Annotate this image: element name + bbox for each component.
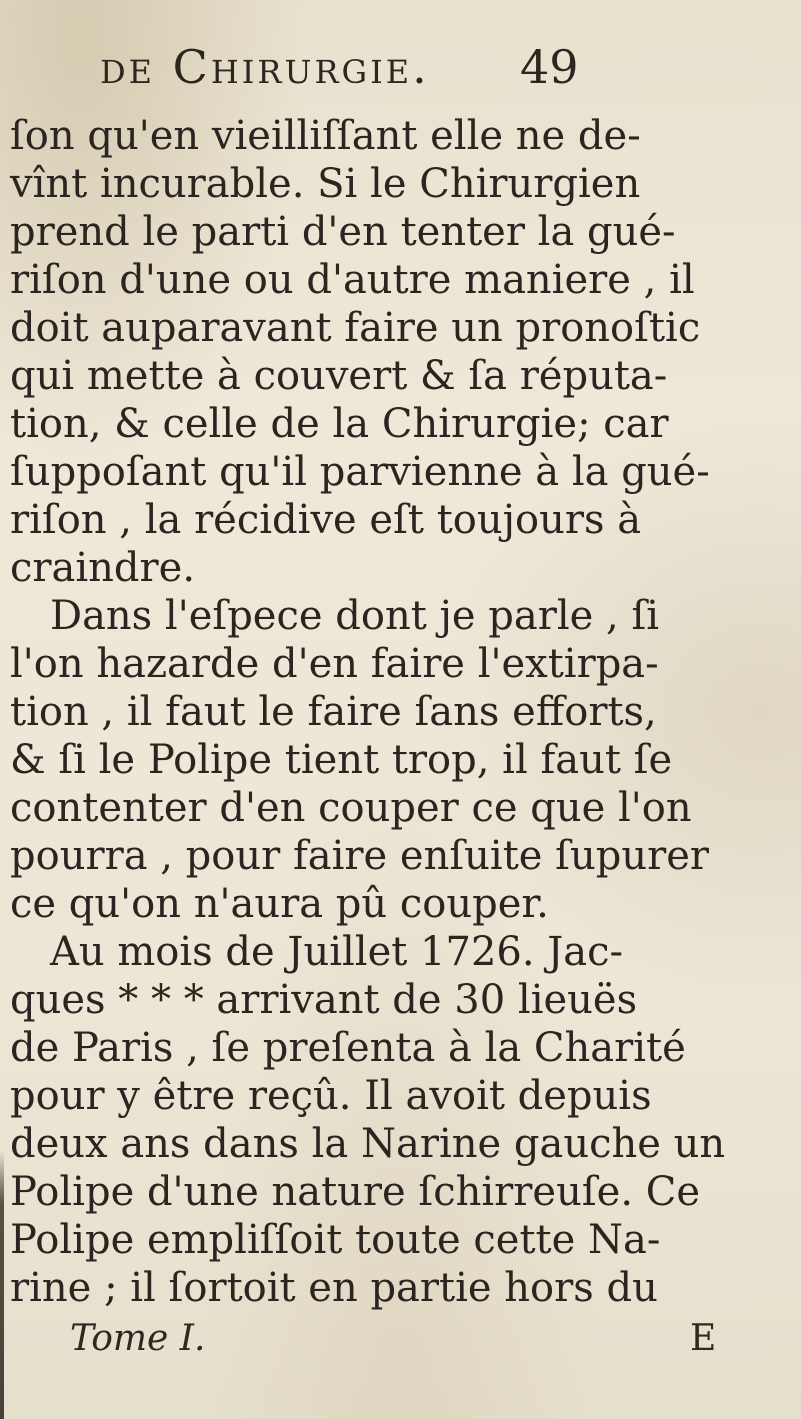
page-footer <box>0 1318 801 1368</box>
page-edge-shadow <box>0 1150 4 1419</box>
running-title: de Chirurgie. <box>100 40 430 94</box>
text-line: deux ans dans la Narine gauche un <box>10 1121 726 1167</box>
text-line: ce qu'on n'aura pû couper. <box>10 881 549 927</box>
text-line: doit auparavant faire un pronoſtic <box>10 305 701 351</box>
text-line: riſon , la récidive eſt toujours à <box>10 497 642 543</box>
text-line: & ſi le Polipe tient trop, il faut ſe <box>10 737 673 783</box>
text-line: pourra , pour faire enſuite ſupurer <box>10 833 710 879</box>
text-line: Polipe d'une nature ſchirreuſe. Ce <box>10 1169 701 1215</box>
text-line: l'on hazarde d'en faire l'extirpa- <box>10 641 659 687</box>
text-line: pour y être reçû. Il avoit depuis <box>10 1073 652 1119</box>
text-line: de Paris , ſe preſenta à la Charité <box>10 1025 686 1071</box>
text-line: tion , il faut le faire ſans efforts, <box>10 689 657 735</box>
text-line: contenter d'en couper ce que l'on <box>10 785 692 831</box>
paragraph-first-line: Dans l'eſpece dont je parle , ſi <box>50 593 660 639</box>
text-line: tion, & celle de la Chirurgie; car <box>10 401 669 447</box>
text-line: Polipe empliſſoit toute cette Na- <box>10 1217 661 1263</box>
text-line: ſuppoſant qu'il parvienne à la gué- <box>10 449 710 495</box>
paragraph-first-line: Au mois de Juillet 1726. Jac- <box>50 929 624 975</box>
page-header <box>0 40 801 102</box>
text-line: craindre. <box>10 545 196 591</box>
text-line: qui mette à couvert & ſa réputa- <box>10 353 668 399</box>
page-number: 49 <box>520 40 579 94</box>
signature-mark: E <box>690 1318 717 1359</box>
text-line: vînt incurable. Si le Chirurgien <box>10 161 641 207</box>
text-line: ſon qu'en vieilliſſant elle ne de- <box>10 113 641 159</box>
text-line: rine ; il ſortoit en partie hors du <box>10 1265 658 1311</box>
text-line: ques * * * arrivant de 30 lieuës <box>10 977 638 1023</box>
volume-marker: Tome I. <box>70 1318 206 1359</box>
text-line: prend le parti d'en tenter la gué- <box>10 209 676 255</box>
text-line: riſon d'une ou d'autre maniere , il <box>10 257 695 303</box>
